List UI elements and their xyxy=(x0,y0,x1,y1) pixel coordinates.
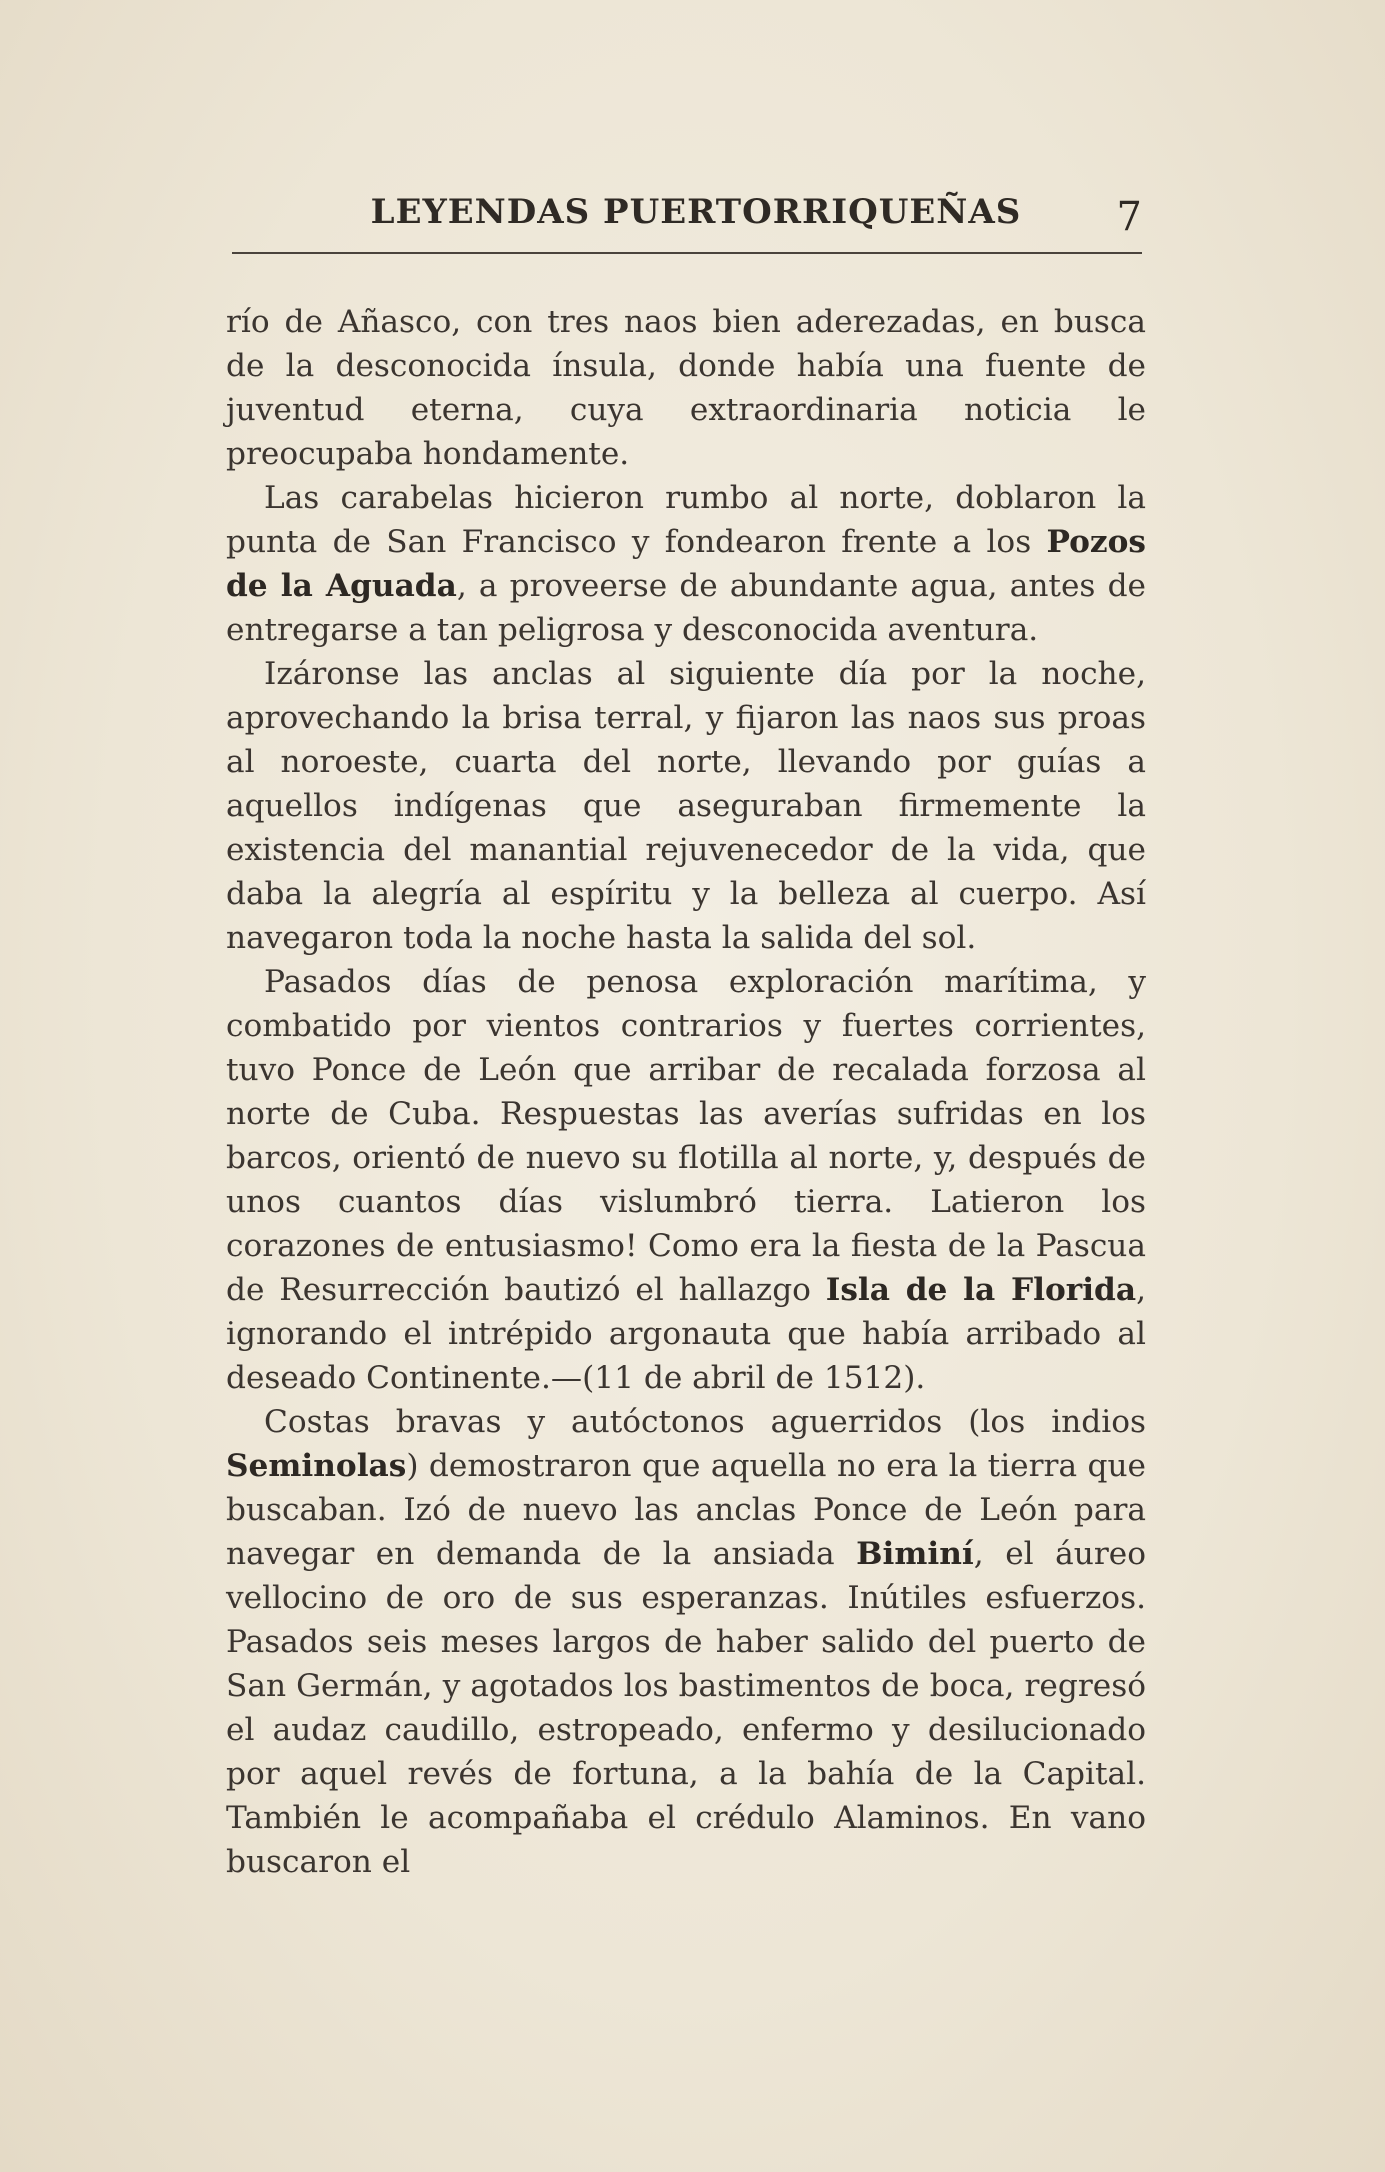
text-segment: Las carabelas hicieron rumbo al norte, doblaron la punta de San Francisco y fondearon frente a los xyxy=(226,480,1146,560)
emphasized-text: Seminolas xyxy=(226,1448,407,1484)
text-segment: , a proveerse de abundante agua, antes de entregarse a tan peligrosa y desconocida aventura. xyxy=(226,568,1146,648)
text-segment: Pasados días de penosa exploración marítima, y combatido por vientos contrarios y fuertes corrientes, tuvo Ponce de León que arribar de recalada forzosa al norte de Cuba. Respuestas las averías sufridas en los barcos, orientó de nuevo su flotilla al norte, y, después de unos cuantos días vislumbró tierra. Latieron los corazones de entusiasmo! Como era la fiesta de la Pascua de Resurrección bautizó el hallazgo xyxy=(226,964,1146,1308)
text-segment: , el áureo vellocino de oro de sus esperanzas. Inútiles esfuerzos. Pasados seis meses largos de haber salido del puerto de San Germán, y agotados los bastimentos de boca, regresó el audaz caudillo, estropeado, enfermo y desilucionado por aquel revés de fortuna, a la bahía de la Capital. También le acompañaba el crédulo Alaminos. En vano buscaron el xyxy=(226,1536,1146,1880)
paragraph-1 xyxy=(226,300,1146,476)
paragraph-4 xyxy=(226,960,1146,1400)
page-number: 7 xyxy=(1116,194,1142,240)
paragraph-2 xyxy=(226,476,1146,652)
text-segment: Izáronse las anclas al siguiente día por la noche, aprovechando la brisa terral, y fijaron las naos sus proas al noroeste, cuarta del norte, llevando por guías a aquellos indígenas que aseguraban firmemente la existencia del manantial rejuvenecedor de la vida, que daba la alegría al espíritu y la belleza al cuerpo. Así navegaron toda la noche hasta la salida del sol. xyxy=(226,656,1146,956)
page-header xyxy=(232,182,1160,262)
emphasized-text: Isla de la Florida xyxy=(825,1272,1137,1308)
paragraph-5 xyxy=(226,1400,1146,1884)
paragraph-3 xyxy=(226,652,1146,960)
emphasized-text: Biminí xyxy=(856,1536,974,1572)
text-segment: ) demostraron que aquella no era la tierra que buscaban. Izó de nuevo las anclas Ponce de León para navegar en demanda de la ansiada xyxy=(226,1448,1146,1572)
running-title: LEYENDAS PUERTORRIQUEÑAS xyxy=(370,192,1022,232)
header-rule xyxy=(232,252,1142,254)
text-segment: río de Añasco, con tres naos bien aderezadas, en busca de la desconocida ínsula, donde había una fuente de juventud eterna, cuya extraordinaria noticia le preocupaba hondamente. xyxy=(226,304,1146,472)
text-segment: , ignorando el intrépido argonauta que había arribado al deseado Continente.—(11 de abril de 1512). xyxy=(226,1272,1146,1396)
text-segment: Costas bravas y autóctonos aguerridos (los indios xyxy=(264,1404,1146,1440)
body-text xyxy=(226,300,1146,1884)
emphasized-text: Pozos de la Aguada xyxy=(226,524,1146,604)
